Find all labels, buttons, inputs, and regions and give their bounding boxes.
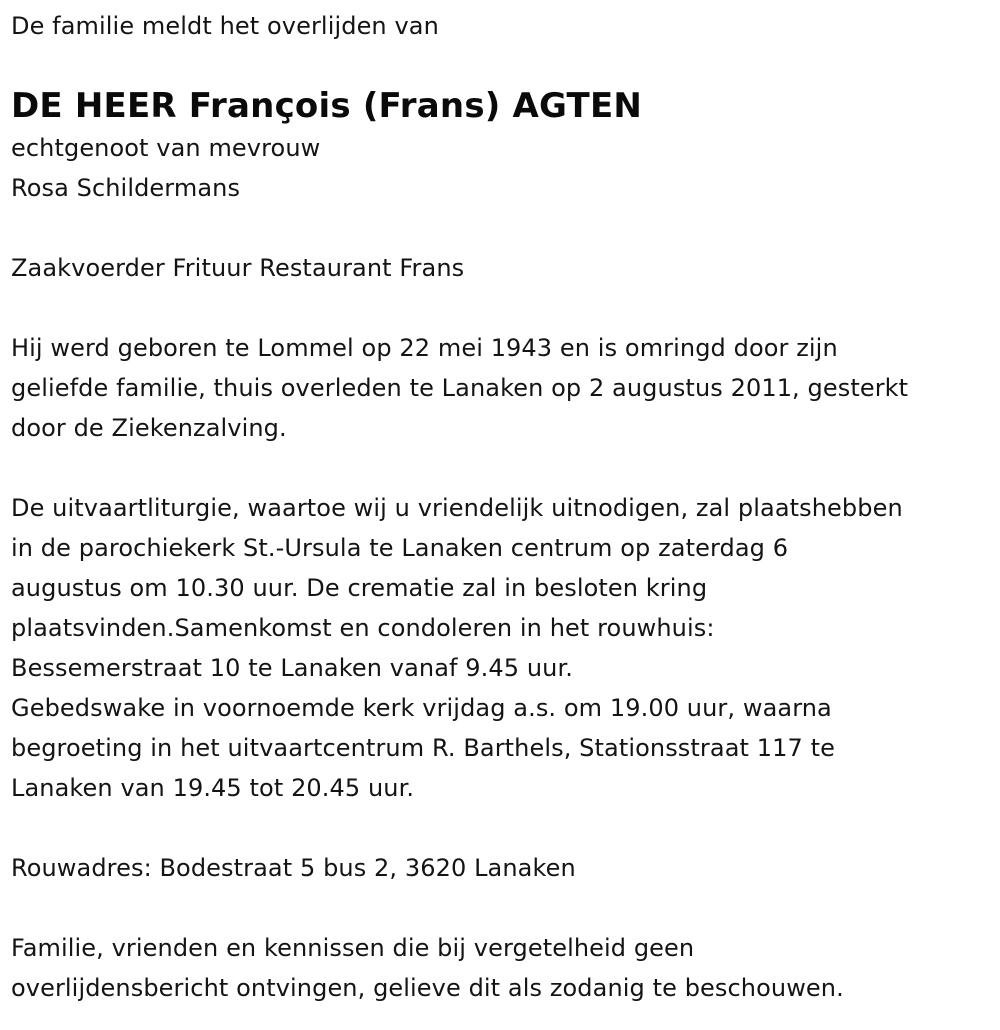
paragraph-line: Gebedswake in voornoemde kerk vrijdag a.s. om 19.00 uur, waarna xyxy=(11,694,832,722)
spacer xyxy=(11,288,1000,328)
spacer xyxy=(11,888,1000,928)
intro-text: De familie meldt het overlijden van xyxy=(11,12,439,40)
paragraph-line: Lanaken van 19.45 tot 20.45 uur. xyxy=(11,774,415,802)
occupation-text: Zaakvoerder Frituur Restaurant Frans xyxy=(11,254,465,282)
mourning-address: Rouwadres: Bodestraat 5 bus 2, 3620 Lanaken xyxy=(11,854,576,882)
paragraph-line: begroeting in het uitvaartcentrum R. Barthels, Stationsstraat 117 te xyxy=(11,734,835,762)
paragraph-line: De uitvaartliturgie, waartoe wij u vriendelijk uitnodigen, zal plaatshebben xyxy=(11,494,903,522)
spacer xyxy=(11,448,1000,488)
paragraph-line: Familie, vrienden en kennissen die bij vergetelheid geen xyxy=(11,934,695,962)
deceased-name-heading: DE HEER François (Frans) AGTEN xyxy=(11,86,643,126)
spacer xyxy=(11,808,1000,848)
paragraph-line: Bessemerstraat 10 te Lanaken vanaf 9.45 uur. xyxy=(11,654,573,682)
spouse-line-2: Rosa Schildermans xyxy=(11,174,241,202)
paragraph-line: in de parochiekerk St.-Ursula te Lanaken centrum op zaterdag 6 xyxy=(11,534,789,562)
birth-death-paragraph xyxy=(11,328,1000,448)
paragraph-line: overlijdensbericht ontvingen, gelieve dit als zodanig te beschouwen. xyxy=(11,974,844,1002)
paragraph-line: plaatsvinden.Samenkomst en condoleren in het rouwhuis: xyxy=(11,614,715,642)
paragraph-line: door de Ziekenzalving. xyxy=(11,414,287,442)
spacer xyxy=(11,208,1000,248)
paragraph-line: Hij werd geboren te Lommel op 22 mei 1943 en is omringd door zijn xyxy=(11,334,838,362)
funeral-paragraph xyxy=(11,488,1000,808)
paragraph-line: geliefde familie, thuis overleden te Lanaken op 2 augustus 2011, gesterkt xyxy=(11,374,909,402)
closing-paragraph xyxy=(11,928,1000,1008)
spouse-line-1: echtgenoot van mevrouw xyxy=(11,134,321,162)
paragraph-line: augustus om 10.30 uur. De crematie zal in besloten kring xyxy=(11,574,708,602)
